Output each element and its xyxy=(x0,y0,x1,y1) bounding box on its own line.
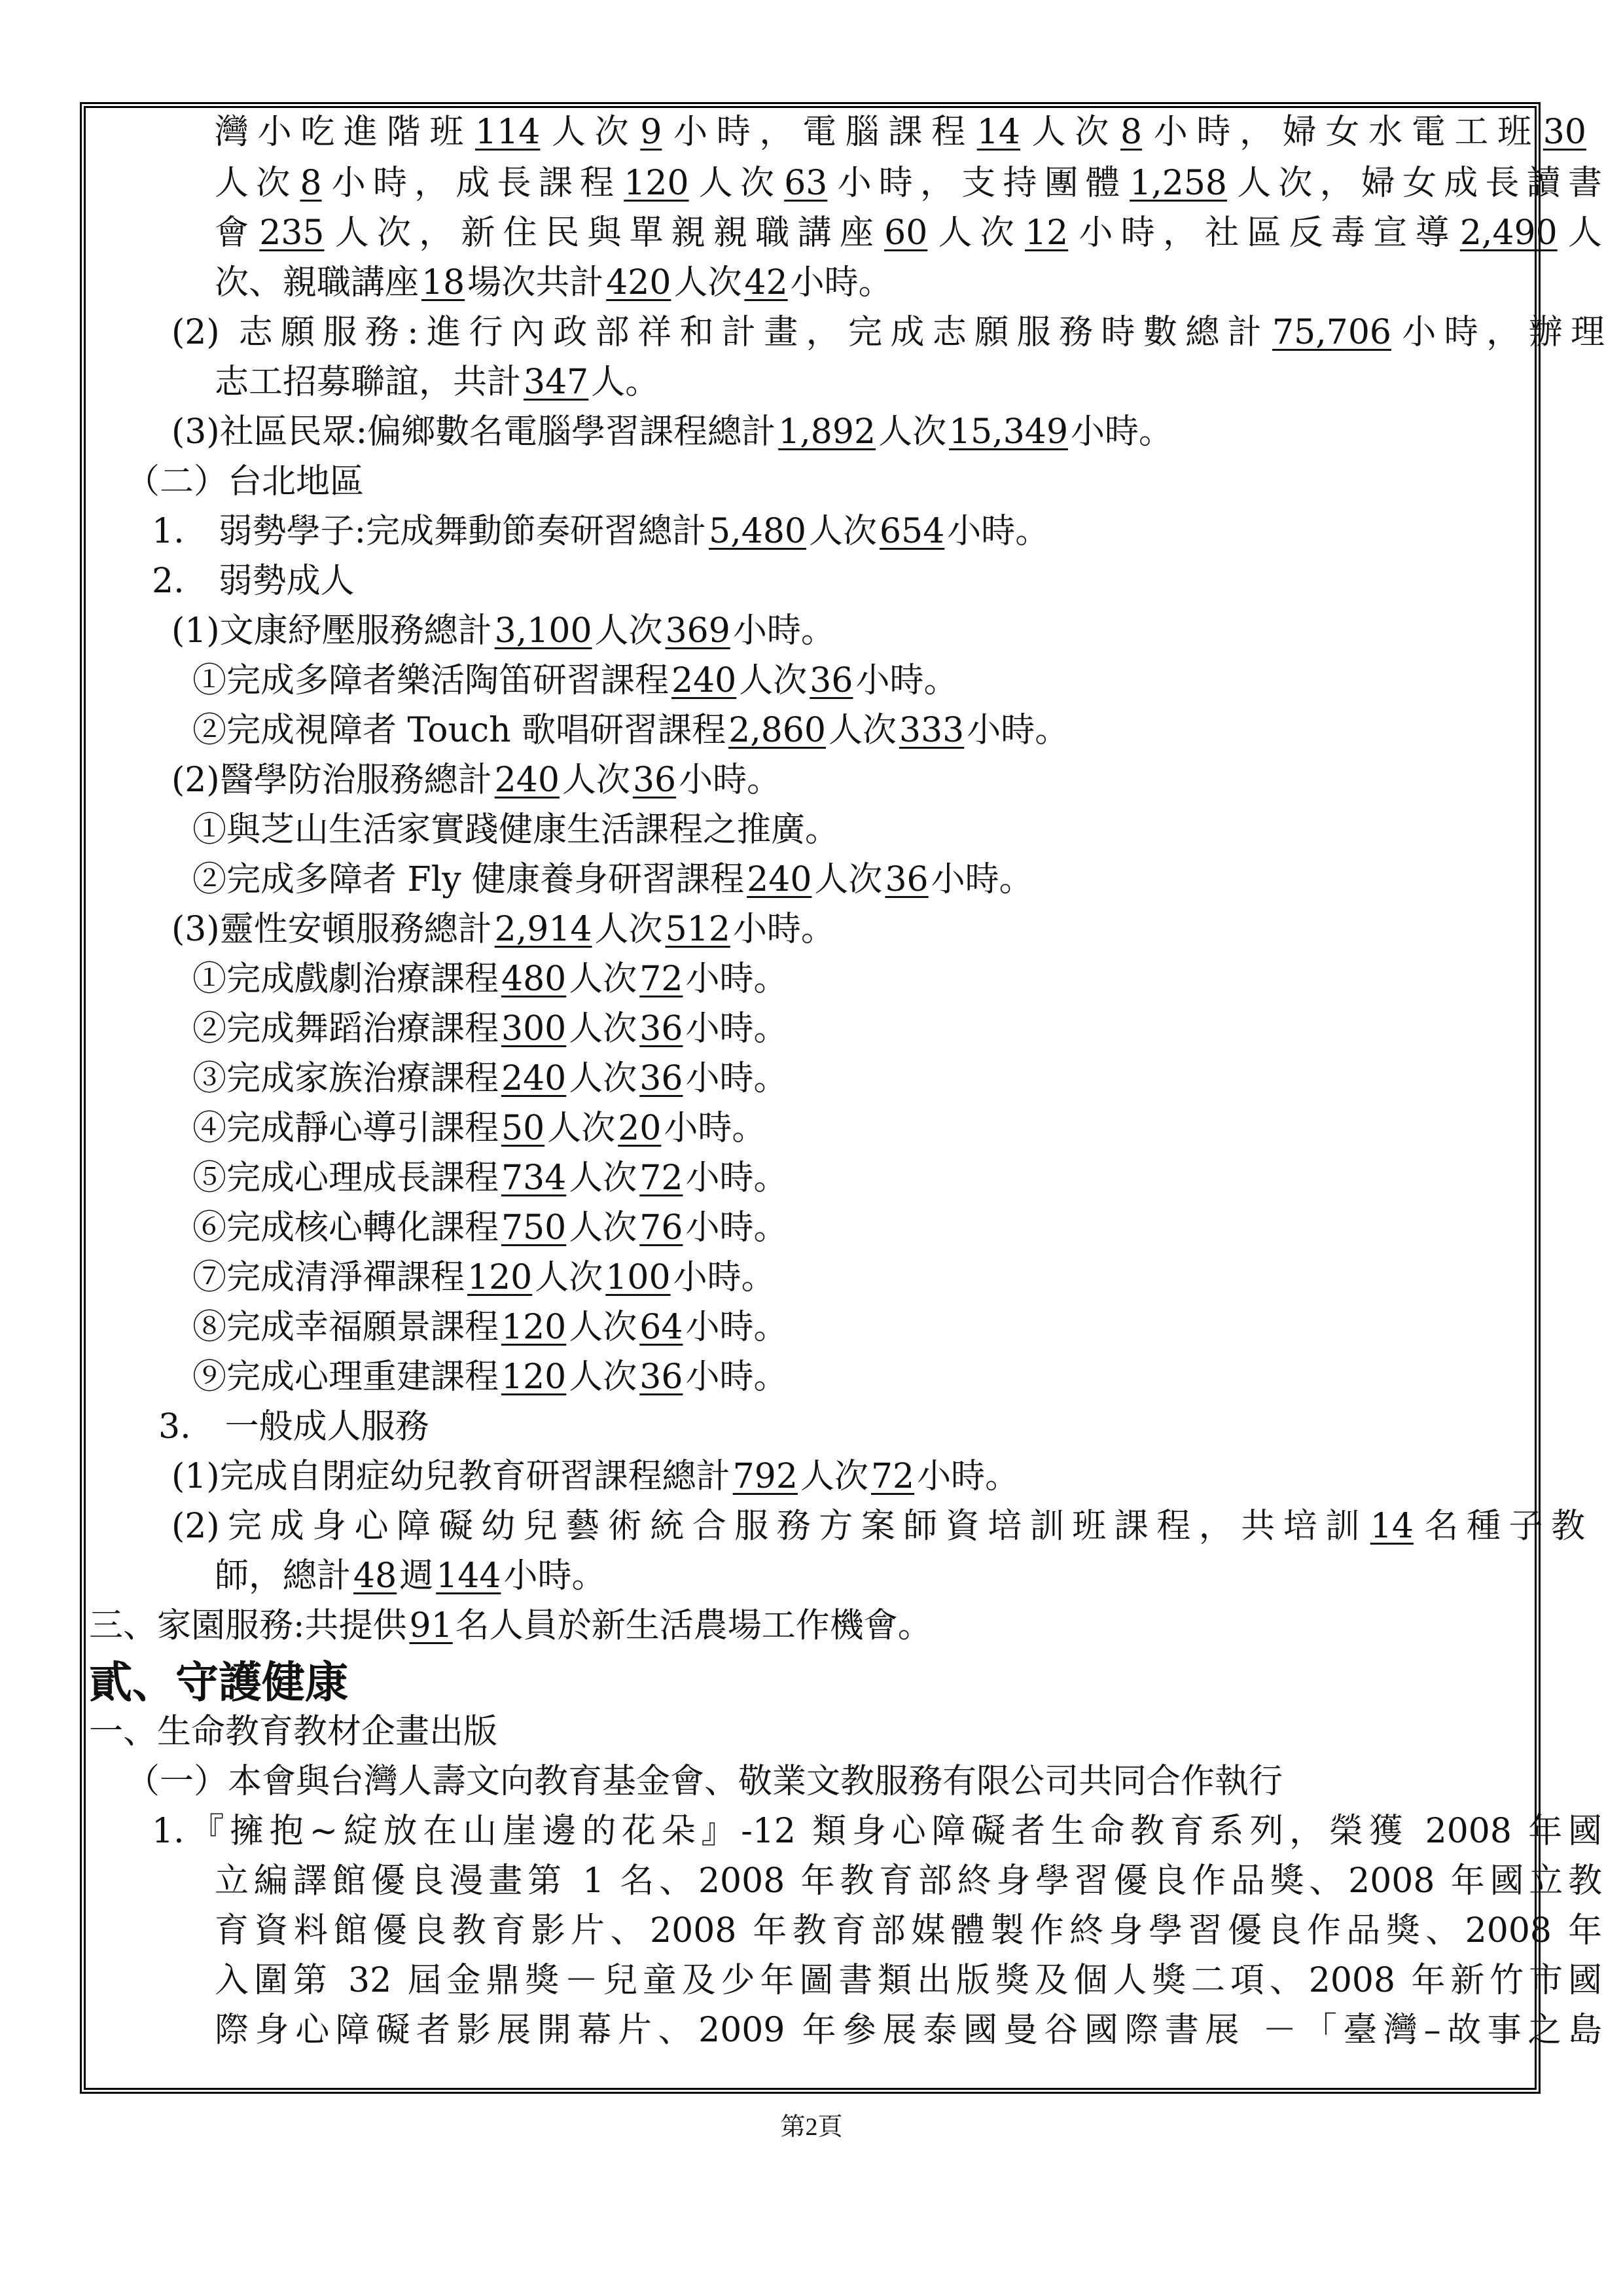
underlined-value: 100 xyxy=(605,1258,671,1297)
text-run: 人次 xyxy=(1022,113,1118,152)
text-run: 人次 xyxy=(215,164,298,203)
text-run: 師，總計 xyxy=(215,1556,351,1596)
text-run: 灣小吃進階班 xyxy=(215,113,473,152)
underlined-value: 36 xyxy=(639,1357,683,1397)
text-run: 場次共計 xyxy=(467,263,604,302)
underlined-value: 9 xyxy=(640,113,662,152)
underlined-value: 120 xyxy=(467,1258,533,1297)
text-line xyxy=(192,810,839,850)
text-run: 三、家園服務:共提供 xyxy=(89,1606,407,1645)
text-run: 3. 一般成人服務 xyxy=(158,1407,429,1446)
text-run: 次、親職講座 xyxy=(215,263,419,302)
underlined-value: 240 xyxy=(747,860,812,899)
underlined-value: 347 xyxy=(524,363,589,402)
text-line xyxy=(152,512,1049,551)
text-run: ①完成多障者樂活陶笛研習課程 xyxy=(192,661,669,700)
text-run: 人次 xyxy=(562,761,630,800)
text-run: 小時。 xyxy=(685,1009,788,1049)
underlined-value: 36 xyxy=(810,661,853,700)
text-run: 人次 xyxy=(814,860,883,899)
text-run: 人次 xyxy=(829,711,897,750)
text-run: 名人員於新生活農場工作機會。 xyxy=(455,1606,932,1645)
underlined-value: 114 xyxy=(475,113,541,152)
text-run: 人次 xyxy=(673,263,742,302)
underlined-value: 1,892 xyxy=(778,412,876,452)
underlined-value: 2,860 xyxy=(728,711,826,750)
underlined-value: 5,480 xyxy=(709,512,807,551)
text-line xyxy=(171,910,835,949)
text-line xyxy=(192,1109,766,1148)
text-run: 小時，辦理 xyxy=(1394,313,1605,352)
text-run: 人次 xyxy=(569,1308,637,1347)
text-run: 小時。 xyxy=(685,1059,788,1098)
underlined-value: 36 xyxy=(639,1009,683,1049)
text-run: 小時。 xyxy=(855,661,958,700)
text-run: ⑤完成心理成長課程 xyxy=(192,1158,499,1198)
text-line xyxy=(192,1158,787,1198)
text-line xyxy=(215,2011,1602,2050)
underlined-value: 654 xyxy=(880,512,945,551)
underlined-value: 235 xyxy=(259,213,325,253)
text-line xyxy=(215,1961,1602,2000)
text-run: 人次 xyxy=(878,412,947,452)
underlined-value: 240 xyxy=(671,661,737,700)
text-line xyxy=(215,363,659,402)
text-run: ⑧完成幸福願景課程 xyxy=(192,1308,499,1347)
underlined-value: 8 xyxy=(1120,113,1143,152)
underlined-value: 240 xyxy=(501,1059,567,1098)
text-run: 小時。 xyxy=(685,1208,788,1247)
text-run: ②完成多障者 Fly 健康養身研習課程 xyxy=(192,860,745,899)
text-run: 立編譯館優良漫畫第 1 名、2008 年教育部終身學習優良作品獎、2008 年國立教 xyxy=(215,1861,1602,1901)
text-run: ①完成戲劇治療課程 xyxy=(192,960,499,999)
text-run: 小時。 xyxy=(685,1308,788,1347)
underlined-value: 1,258 xyxy=(1130,164,1227,203)
text-run: 會 xyxy=(215,213,257,253)
text-line xyxy=(215,1861,1602,1901)
text-run: (2)醫學防治服務總計 xyxy=(171,761,492,800)
underlined-value: 420 xyxy=(606,263,671,302)
text-line xyxy=(192,1258,776,1297)
underlined-value: 18 xyxy=(421,263,465,302)
text-line xyxy=(215,164,1602,203)
text-line xyxy=(126,462,364,501)
text-run: 小時。 xyxy=(503,1556,606,1596)
text-run: 人。 xyxy=(591,363,660,402)
text-line xyxy=(192,1009,787,1049)
text-line xyxy=(171,761,781,800)
text-run: ③完成家族治療課程 xyxy=(192,1059,499,1098)
text-line xyxy=(192,1357,787,1397)
text-run: 2. 弱勢成人 xyxy=(152,562,355,601)
underlined-value: 3,100 xyxy=(494,611,592,651)
underlined-value: 36 xyxy=(885,860,929,899)
text-line xyxy=(215,1556,605,1596)
underlined-value: 750 xyxy=(501,1208,567,1247)
text-line xyxy=(192,711,1069,750)
text-run: 貳、守護健康 xyxy=(89,1657,348,1708)
text-line xyxy=(215,213,1602,253)
text-run: 際身心障礙者影展開幕片、2009 年參展泰國曼谷國際書展 －「臺灣–故事之島 xyxy=(215,2011,1602,2050)
text-run: 一、生命教育教材企畫出版 xyxy=(89,1712,498,1751)
text-run: 小時。 xyxy=(664,1109,766,1148)
text-run: 小時。 xyxy=(679,761,781,800)
text-run: 小時。 xyxy=(917,1457,1020,1496)
text-run: (3)社區民眾:偏鄉數名電腦學習課程總計 xyxy=(171,412,776,452)
text-run: 小時，婦女水電工班 xyxy=(1145,113,1541,152)
text-run: ②完成視障者 Touch 歌唱研習課程 xyxy=(192,711,726,750)
underlined-value: 48 xyxy=(353,1556,397,1596)
underlined-value: 120 xyxy=(501,1357,567,1397)
text-line xyxy=(126,1762,1283,1801)
text-run: 人次 xyxy=(569,1158,637,1198)
text-line xyxy=(152,562,355,601)
underlined-value: 12 xyxy=(1025,213,1069,253)
text-run: 人 xyxy=(1560,213,1602,253)
underlined-value: 120 xyxy=(624,164,689,203)
underlined-value: 64 xyxy=(639,1308,683,1347)
text-run: 人次，婦女成長讀書 xyxy=(1230,164,1602,203)
text-run: (2) 志願服務:進行內政部祥和計畫，完成志願服務時數總計 xyxy=(171,313,1270,352)
text-line xyxy=(171,1507,1585,1546)
text-line xyxy=(171,412,1173,452)
text-run: 小時，支持團體 xyxy=(830,164,1128,203)
text-run: ④完成靜心導引課程 xyxy=(192,1109,499,1148)
text-run: 育資料館優良教育影片、2008 年教育部媒體製作終身學習優良作品獎、2008 年 xyxy=(215,1911,1602,1950)
text-run: (2)完成身心障礙幼兒藝術統合服務方案師資培訓班課程，共培訓 xyxy=(171,1507,1368,1546)
text-run: 小時。 xyxy=(790,263,893,302)
text-run: 小時。 xyxy=(947,512,1050,551)
underlined-value: 60 xyxy=(884,213,928,253)
underlined-value: 792 xyxy=(732,1457,798,1496)
text-run: 人次 xyxy=(691,164,782,203)
underlined-value: 144 xyxy=(436,1556,501,1596)
text-line xyxy=(192,1208,787,1247)
text-line xyxy=(89,1712,497,1751)
underlined-value: 8 xyxy=(300,164,322,203)
text-run: 名種子教 xyxy=(1416,1507,1585,1546)
text-run: 小時。 xyxy=(685,960,788,999)
text-run: 1.『擁抱~綻放在山崖邊的花朵』-12 類身心障礙者生命教育系列，榮獲 2008 年國 xyxy=(152,1812,1602,1851)
underlined-value: 20 xyxy=(618,1109,662,1148)
page-number: 第2頁 xyxy=(780,2113,843,2141)
text-run: 人次 xyxy=(569,1208,637,1247)
underlined-value: 36 xyxy=(632,761,677,800)
underlined-value: 300 xyxy=(501,1009,567,1049)
text-run: ⑦完成清淨禪課程 xyxy=(192,1258,465,1297)
text-run: 小時。 xyxy=(1071,412,1173,452)
underlined-value: 333 xyxy=(899,711,965,750)
text-line xyxy=(215,263,893,302)
underlined-value: 76 xyxy=(639,1208,683,1247)
text-run: 人次 xyxy=(569,1059,637,1098)
underlined-value: 75,706 xyxy=(1272,313,1391,352)
text-run: 人次 xyxy=(569,960,637,999)
text-line xyxy=(89,1606,932,1645)
text-run: 人次 xyxy=(739,661,808,700)
text-run: 人次，新住民與單親親職講座 xyxy=(327,213,882,253)
text-line xyxy=(215,113,1589,152)
text-line xyxy=(171,313,1605,352)
text-run: 入圍第 32 屆金鼎獎－兒童及少年圖書類出版獎及個人獎二項、2008 年新竹市國 xyxy=(215,1961,1602,2000)
text-line xyxy=(158,1407,429,1446)
text-run: 1. 弱勢學子:完成舞動節奏研習總計 xyxy=(152,512,707,551)
underlined-value: 240 xyxy=(494,761,560,800)
text-run: 小時。 xyxy=(685,1357,788,1397)
text-run: 小時。 xyxy=(673,1258,776,1297)
text-line xyxy=(215,1911,1602,1950)
underlined-value: 369 xyxy=(665,611,730,651)
underlined-value: 36 xyxy=(639,1059,683,1098)
underlined-value: 50 xyxy=(501,1109,545,1148)
underlined-value: 63 xyxy=(784,164,828,203)
text-run: 人次 xyxy=(569,1357,637,1397)
text-run: 人次 xyxy=(569,1009,637,1049)
underlined-value: 512 xyxy=(665,910,730,949)
underlined-value: 734 xyxy=(501,1158,567,1198)
text-run: 人次 xyxy=(930,213,1023,253)
underlined-value: 72 xyxy=(639,1158,683,1198)
text-run: （二）台北地區 xyxy=(126,462,365,501)
page-border-frame xyxy=(80,102,1605,2094)
text-run: 小時，社區反毒宣導 xyxy=(1071,213,1457,253)
underlined-value: 480 xyxy=(501,960,567,999)
text-run: 志工招募聯誼，共計 xyxy=(215,363,522,402)
text-line xyxy=(192,1308,787,1347)
text-run: ①與芝山生活家實踐健康生活課程之推廣。 xyxy=(192,810,840,850)
underlined-value: 30 xyxy=(1543,113,1586,152)
underlined-value: 91 xyxy=(409,1606,453,1645)
underlined-value: 14 xyxy=(1370,1507,1414,1546)
text-run: 人次 xyxy=(594,611,663,651)
text-line xyxy=(171,611,835,651)
text-run: 人次 xyxy=(543,113,638,152)
text-run: 人次 xyxy=(809,512,878,551)
text-run: (1)文康紓壓服務總計 xyxy=(171,611,492,651)
text-line xyxy=(192,960,787,999)
text-line xyxy=(152,1812,1602,1851)
text-run: 小時。 xyxy=(685,1158,788,1198)
text-run: 小時。 xyxy=(967,711,1069,750)
text-run: 週 xyxy=(399,1556,434,1596)
underlined-value: 72 xyxy=(639,960,683,999)
text-line xyxy=(192,860,1033,899)
underlined-value: 72 xyxy=(870,1457,915,1496)
underlined-value: 14 xyxy=(976,113,1020,152)
text-line xyxy=(171,1457,1019,1496)
text-run: 人次 xyxy=(547,1109,616,1148)
text-run: 小時，成長課程 xyxy=(324,164,622,203)
text-run: 小時，電腦課程 xyxy=(664,113,974,152)
underlined-value: 2,914 xyxy=(494,910,592,949)
text-run: (1)完成自閉症幼兒教育研習課程總計 xyxy=(171,1457,730,1496)
text-run: 人次 xyxy=(594,910,663,949)
text-run: (3)靈性安頓服務總計 xyxy=(171,910,492,949)
text-run: ⑥完成核心轉化課程 xyxy=(192,1208,499,1247)
text-run: 人次 xyxy=(535,1258,603,1297)
text-run: 人次 xyxy=(800,1457,868,1496)
text-run: （一）本會與台灣人壽文向教育基金會、敬業文教服務有限公司共同合作執行 xyxy=(126,1762,1283,1801)
text-run: ②完成舞蹈治療課程 xyxy=(192,1009,499,1049)
underlined-value: 120 xyxy=(501,1308,567,1347)
text-run: 小時。 xyxy=(732,611,835,651)
text-line xyxy=(192,1059,787,1098)
text-run: 小時。 xyxy=(931,860,1033,899)
underlined-value: 2,490 xyxy=(1459,213,1558,253)
underlined-value: 15,349 xyxy=(949,412,1069,452)
section-heading xyxy=(89,1656,348,1708)
text-run: 小時。 xyxy=(732,910,835,949)
underlined-value: 42 xyxy=(744,263,788,302)
text-run: ⑨完成心理重建課程 xyxy=(192,1357,499,1397)
text-line xyxy=(192,661,957,700)
